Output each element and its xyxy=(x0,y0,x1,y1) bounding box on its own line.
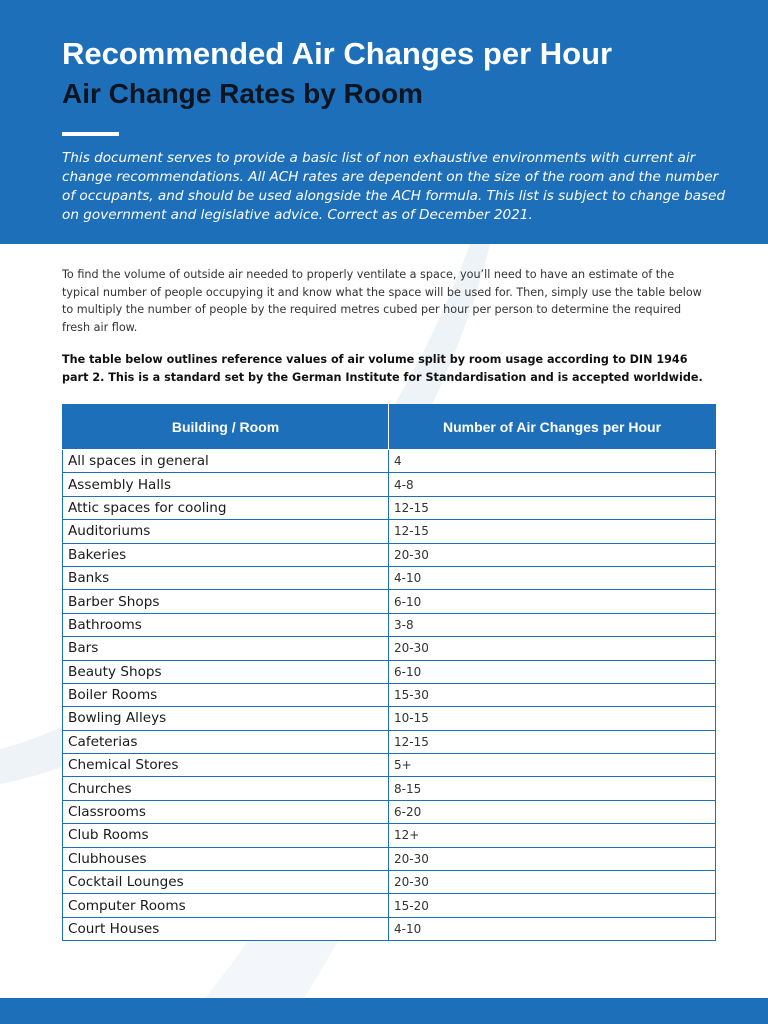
ach-value: 20-30 xyxy=(389,847,716,870)
intro-text: This document serves to provide a basic list of non exhaustive environments with current air change recommendations. All ACH rates are dependent on the size of the room and the number of occupants, and should be used alongside the ACH formula. This list is subject to change based on government and legislative advice. Correct as of December 2021. xyxy=(62,150,726,223)
table-header-row xyxy=(63,405,716,450)
room-name: Auditoriums xyxy=(63,520,389,543)
table-row xyxy=(63,543,716,566)
ach-value: 20-30 xyxy=(389,543,716,566)
ach-value: 10-15 xyxy=(389,707,716,730)
page-title: Recommended Air Changes per Hour xyxy=(62,36,613,71)
ach-value: 4-10 xyxy=(389,917,716,940)
room-name: Cocktail Lounges xyxy=(63,871,389,894)
ach-value: 12+ xyxy=(389,824,716,847)
ach-value: 15-20 xyxy=(389,894,716,917)
room-name: All spaces in general xyxy=(63,450,389,473)
header-banner xyxy=(0,0,768,244)
air-changes-table xyxy=(62,404,716,941)
ach-value: 12-15 xyxy=(389,496,716,519)
room-name: Club Rooms xyxy=(63,824,389,847)
room-name: Attic spaces for cooling xyxy=(63,496,389,519)
ach-value: 20-30 xyxy=(389,637,716,660)
table-row xyxy=(63,613,716,636)
table-row xyxy=(63,917,716,940)
table-row xyxy=(63,800,716,823)
room-name: Clubhouses xyxy=(63,847,389,870)
room-name: Computer Rooms xyxy=(63,894,389,917)
ach-value: 12-15 xyxy=(389,520,716,543)
room-name: Bakeries xyxy=(63,543,389,566)
room-name: Bathrooms xyxy=(63,613,389,636)
ach-value: 6-20 xyxy=(389,800,716,823)
table-row xyxy=(63,496,716,519)
table-row xyxy=(63,894,716,917)
ach-value: 6-10 xyxy=(389,590,716,613)
room-name: Bars xyxy=(63,637,389,660)
room-name: Boiler Rooms xyxy=(63,683,389,706)
ach-value: 4-8 xyxy=(389,473,716,496)
ach-value: 5+ xyxy=(389,754,716,777)
column-header-ach: Number of Air Changes per Hour xyxy=(389,405,716,450)
page-subtitle: Air Change Rates by Room xyxy=(62,78,423,109)
table-row xyxy=(63,473,716,496)
table-row xyxy=(63,566,716,589)
ach-value: 20-30 xyxy=(389,871,716,894)
room-name: Banks xyxy=(63,566,389,589)
title-divider xyxy=(62,132,119,136)
table-row xyxy=(63,520,716,543)
room-name: Bowling Alleys xyxy=(63,707,389,730)
table-row xyxy=(63,637,716,660)
ach-value: 6-10 xyxy=(389,660,716,683)
ach-value: 8-15 xyxy=(389,777,716,800)
body-paragraph: To find the volume of outside air needed to properly ventilate a space, you’ll need to have an estimate of the typical number of people occupying it and know what the space will be used for. Then, simply use the table below to multiply the number of people by the required metres cubed per hour per person to determine the required fresh air flow. xyxy=(62,268,702,334)
column-header-room: Building / Room xyxy=(63,405,389,450)
room-name: Beauty Shops xyxy=(63,660,389,683)
ach-value: 3-8 xyxy=(389,613,716,636)
room-name: Court Houses xyxy=(63,917,389,940)
table-row xyxy=(63,730,716,753)
table-row xyxy=(63,450,716,473)
room-name: Classrooms xyxy=(63,800,389,823)
ach-value: 15-30 xyxy=(389,683,716,706)
table-row xyxy=(63,590,716,613)
din-reference-paragraph: The table below outlines reference values of air volume split by room usage according to DIN 1946 part 2. This is a standard set by the German Institute for Standardisation and is accepted worldwide. xyxy=(62,353,703,384)
ach-value: 4-10 xyxy=(389,566,716,589)
room-name: Cafeterias xyxy=(63,730,389,753)
room-name: Chemical Stores xyxy=(63,754,389,777)
table-row xyxy=(63,824,716,847)
table-row xyxy=(63,707,716,730)
room-name: Churches xyxy=(63,777,389,800)
room-name: Barber Shops xyxy=(63,590,389,613)
table-row xyxy=(63,777,716,800)
footer-bar xyxy=(0,998,768,1024)
ach-value: 12-15 xyxy=(389,730,716,753)
table-row xyxy=(63,660,716,683)
table-row xyxy=(63,683,716,706)
table-row xyxy=(63,847,716,870)
table-row xyxy=(63,871,716,894)
room-name: Assembly Halls xyxy=(63,473,389,496)
ach-value: 4 xyxy=(389,450,716,473)
table-row xyxy=(63,754,716,777)
